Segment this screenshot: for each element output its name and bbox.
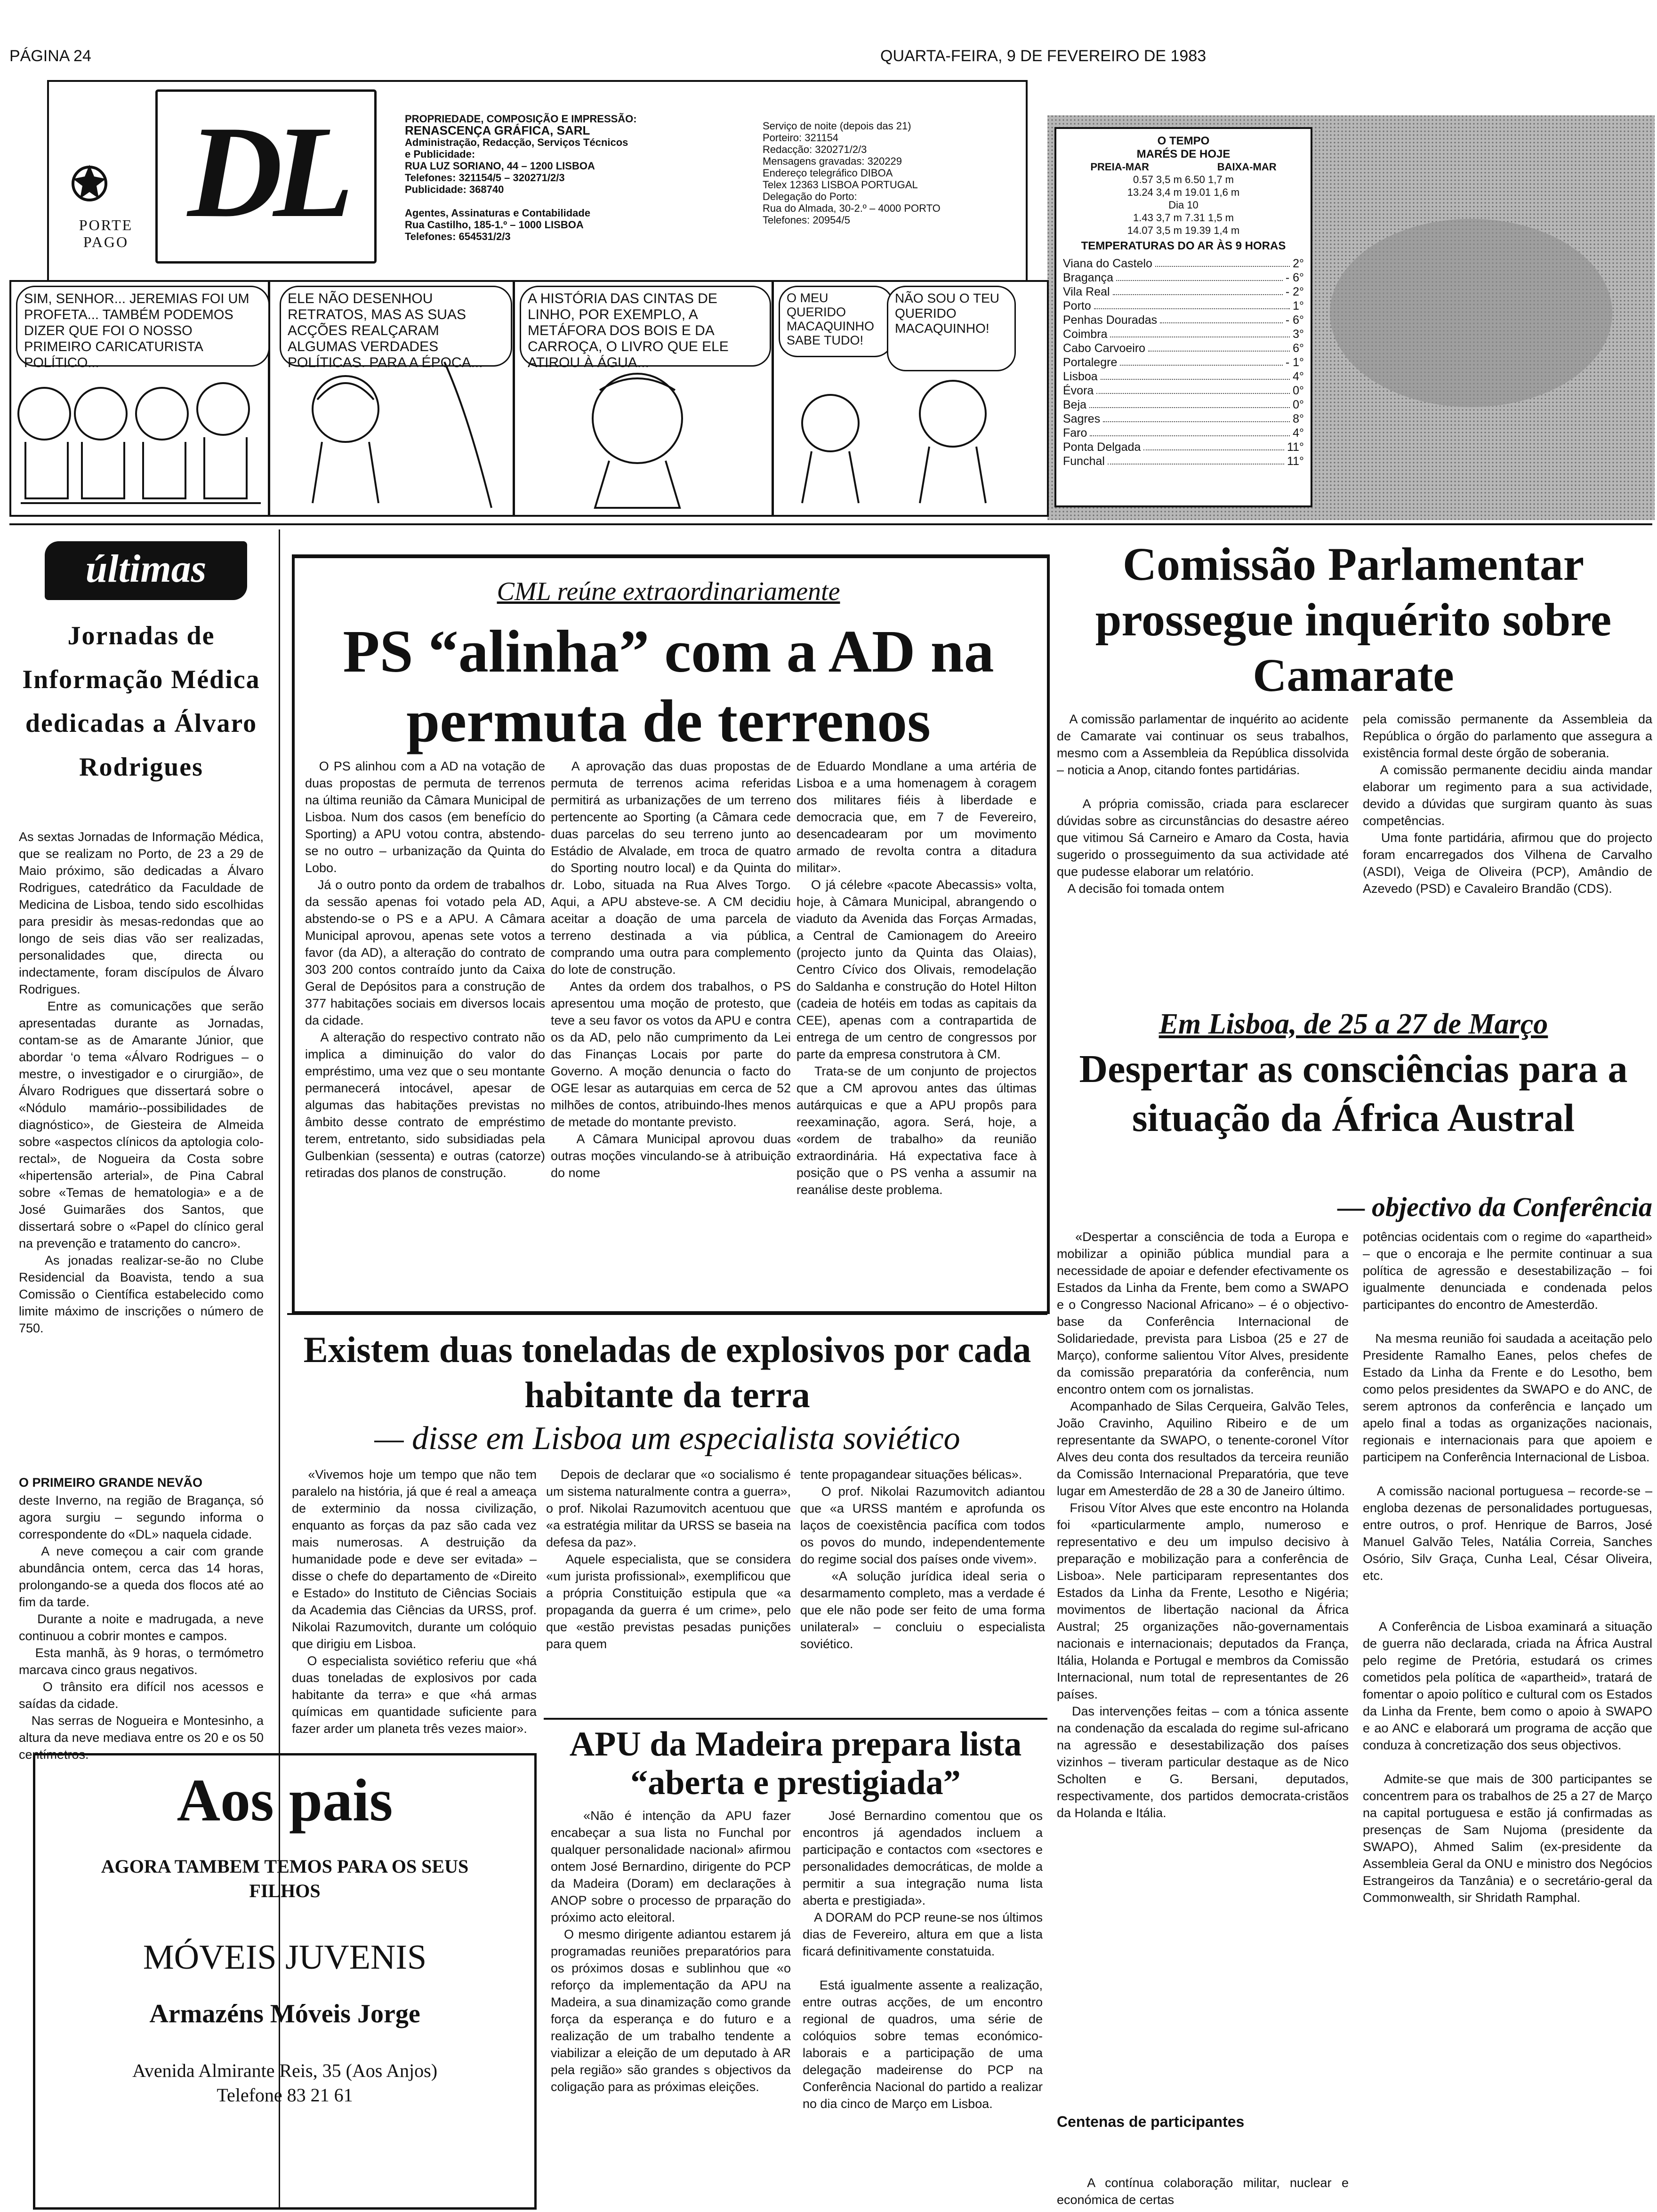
city-name: Penhas Douradas bbox=[1063, 313, 1158, 327]
dot-leader bbox=[1148, 341, 1290, 352]
comic-panel-3 bbox=[513, 280, 773, 517]
comissao-col-2: pela comissão permanente da Assembleia da República o órgão do parlamento que assegura a existência formal deste órgão de soberania. A comissão permanente decidiu ainda mandar elaborar um regimento para a sua actividade, devido a dúvidas que surgiram quanto às suas competências. Uma fonte partidária, afirmou que do projecto foram encarregados dos Vilhena de Carvalho (ASDI), Veiga de Oliveira (PCP), Amândio de Azevedo (PSD) e Cavaleiro Brandão (CDS). bbox=[1363, 712, 1652, 896]
tides-head bbox=[1056, 161, 1311, 173]
apu-headline: APU da Madeira prepara lista “aberta e prestigiada” bbox=[569, 1725, 1022, 1802]
service-line: Delegação do Porto: bbox=[763, 191, 857, 202]
africa-kicker: Em Lisboa, de 25 a 27 de Março bbox=[1158, 1008, 1548, 1040]
cml-kicker: CML reúne extraordinariamente bbox=[497, 577, 840, 606]
dot-leader bbox=[1103, 412, 1290, 422]
city-name: Viana do Castelo bbox=[1063, 257, 1152, 270]
africa-col-1: «Despertar a consciência de toda a Europa e mobilizar a opinião pública mundial para a necessidade de apoiar e defender efectivamente os Estados da Linha da Frente, bem como a SWAPO e o Congresso Nacional Africano» – é o objectivo-base da Conferência Internacional de Solidariedade, prevista para Lisboa (25 e 27 de Março), conforme salientou Vítor Alves, presidente da comissão preparatória da conferência, num encontro ontem com os jornalistas. Acompanhado de Silas Cerqueira, Galvão Teles, João Cravinho, Aquilino Ribeiro e de um representante da SWAPO, o tenente-coronel Vítor Alves deu conta dos resultados da terceira reunião da Comissão Internacional Preparatória, que teve lugar em Amesterdão de 28 a 30 de Janeiro último. Frisou Vítor Alves que este encontro na Holanda foi «particularmente amplo, numeroso e representativo e deu um impulso decisivo à preparação e mobilização para a conferência de Lisboa». Nele participaram representantes dos Estados da Linha da Frente, Lesotho e Nigéria; movimentos de libertação nacional da África Austral; 25 organizações não-governamentais nacionais e internacionais; deputados da França, Itália, Holanda e Portugal e membros da Comissão Internacional, num total de representantes de 26 países. Das intervenções feitas – com a tónica assente na condenação da escalada do regime sul-africano na agressão e desestabilização dos países vizinhos – tiveram particular destaque as de Nico Scholten e G. Bersani, deputados, respectivamente, dos partidos democrata-cristãos da Holanda e Itália. bbox=[1057, 1230, 1349, 1820]
city-temperature: - 2° bbox=[1285, 285, 1304, 298]
temperature-row bbox=[1063, 271, 1304, 285]
cml-headline: PS “alinha” com a AD na permuta de terrenos bbox=[343, 618, 994, 754]
cml-col-3: de Eduardo Mondlane a uma artéria de Lisboa e a uma homenagem à coragem dos militares fiéis à liberdade e democracia que, em 7 de Fevereiro, desencadearam por um movimento armado de revolta contra a ditadura militar». O já célebre «pacote Abecassis» volta, hoje, à Câmara Municipal, abrangendo o viaduto da Avenida das Forças Armadas, a Central de Camionagem do Areeiro (projecto junto da Quinta das Olaias), Centro Cívico dos Olivais, remodelação do Saldanha e construção do Hotel Hilton (cadeia de hotéis em todas as capitais da CEE), apenas com a contrapartida de entrega de um centro de congressos por parte da empresa construtora à CM. Trata-se de um conjunto de projectos que a CM aprovou antes das últimas autárquicas e que a APU propôs para reexaminação, agora. Será, hoje, a «ordem de trabalho» da reunião extraordinária. Há expectativa face à posição que o PS venha a assumir na reanálise deste problema. bbox=[796, 759, 1037, 1197]
city-temperature: 11° bbox=[1287, 455, 1304, 468]
city-name: Faro bbox=[1063, 426, 1087, 440]
temperature-row bbox=[1063, 384, 1304, 398]
ad-box bbox=[33, 1753, 537, 2210]
city-name: Coimbra bbox=[1063, 328, 1108, 341]
publisher-line bbox=[405, 195, 706, 207]
centenas-title: Centenas de participantes bbox=[1057, 2113, 1245, 2130]
publisher-line: PROPRIEDADE, COMPOSIÇÃO E IMPRESSÃO: bbox=[405, 113, 637, 125]
dot-leader bbox=[1116, 271, 1283, 281]
city-temperature: 8° bbox=[1293, 412, 1304, 425]
dot-leader bbox=[1096, 384, 1290, 394]
service-line: Endereço telegráfico DIBOA bbox=[763, 167, 893, 179]
tide-row: 0.57 3,5 m 6.50 1,7 m bbox=[1133, 174, 1234, 185]
ultimas-body: As sextas Jornadas de Informação Médica, que se realizam no Porto, de 23 a 29 de Maio próximo, são dedicadas a Álvaro Rodrigues, catedrático da Faculdade de Medicina de Lisboa, tendo sido escolhidas para presidir às mesas-redondas que ao longo de seis dias vão ser realizadas, personalidades que, directa ou indectamente, foram discípulos de Álvaro Rodrigues. Entre as comunicações que serão apresentadas durante as Jornadas, contam-se as de Amarante Júnior, que abordar ‘o tema «Álvaro Rodrigues – o mestre, o investigador e o cirurgião», de Álvaro Rodrigues que dissertará sobre o «Nódulo mamário--possibilidades de diagnóstico», de Giesteira de Almeida sobre «aspectos clínicos da aptologia colo-rectal», de Nogueira da Costa sobre «hipertensão arterial», de Pina Cabral sobre «Temas de hematologia» e a de José Guimarães dos Santos, que dissertará sobre o «Papel do clínico geral na prevenção e tratamento do cancro». As jonadas realizar-se-ão no Clube Residencial da Boavista, tendo a sua Comissão o Científica estabelecido como limite máximo de inscrições o número de 750. bbox=[19, 830, 264, 1335]
africa-col-2: potências ocidentais com o regime do «apartheid» – que o encoraja e lhe permite continuar a sua política de agressão e desestabilização – foi igualmente denunciada e condenada pelos participantes do encontro de Amesterdão. Na mesma reunião foi saudada a aceitação pelo Presidente Ramalho Eanes, pelos chefes de Estado da Linha da Frente e do Lesotho, bem como pelos presidentes da SWAPO e do ANC, de serem aptronos da conferência e lançado um apelo final a todas as organizações nacionais, regionais e internacionais para que apoiem e participem na Conferência Internacional de Lisboa. A comissão nacional portuguesa – recorde-se – engloba dezenas de personalidades portuguesas, entre outros, o prof. Henrique de Barros, José Manuel Galvão Teles, Natália Correia, Sanches Osório, Silv Graça, Cunha Leal, César Oliveira, etc. A Conferência de Lisboa examinará a situação de guerra não declarada, criada na África Austral pelo regime de Pretória, estudará os crimes cometidos pela política de «apartheid», tratará de fomentar o apoio político e cultural com os Estados da Linha da Frente, bem como o apoio à SWAPO e ao ANC e elaborará um programa de acção que conduza à concretização dos seus objectivos. Admite-se que mais de 300 participantes se concentrem para os trabalhos de 25 a 27 de Março na capital portuguesa e estão já confirmadas as presenças de Sam Nujoma (presidente da SWAPO), Ahmed Salim (ex-presidente da Assembleia Geral da ONU e ministro dos Negócios Estrangeiros da Tanzânia) e o secretário-geral da Commonwealth, sir Shridath Ramphal. bbox=[1363, 1230, 1652, 1905]
weather-box bbox=[1054, 127, 1312, 507]
africa-headline: Despertar as consciências para a situação da África Austral bbox=[1079, 1047, 1628, 1140]
city-temperature: 3° bbox=[1293, 328, 1304, 341]
tides-head-low: BAIXA-MAR bbox=[1217, 161, 1277, 173]
temperature-list bbox=[1056, 256, 1311, 468]
city-temperature: 0° bbox=[1293, 384, 1304, 397]
ultimas-headline: Jornadas de Informação Médica dedicadas a Álvaro Rodrigues bbox=[22, 621, 260, 782]
publisher-line: e Publicidade: bbox=[405, 148, 475, 160]
ad-line-2: MÓVEIS JUVENIS bbox=[143, 1938, 427, 1977]
ad-title: Aos pais bbox=[177, 1767, 393, 1834]
apu-col-1: «Não é intenção da APU fazer encabeçar a sua lista no Funchal por qualquer personalidade nacional» afirmou ontem José Bernardino, dirigente do PCP da Madeira (Doram) em declarações à ANOP sobre o processo de prparação do próximo acto eleitoral. O mesmo dirigente adiantou estarem já programadas reuniões preparatórios para os próximos dosas e sublinhou que «o reforço da implementação da APU na Madeira, a sua dinamização como grande força da esperança e do futuro e a realização de um trabalho tendente a viabilizar a eleição de um deputado à AR pela região» são grandes s objectivos da coligação para as próximas eleições. bbox=[551, 1809, 791, 2094]
comic-bubble-2: ELE NÃO DESENHOU RETRATOS, MAS AS SUAS ACÇÕES REALÇARAM ALGUMAS VERDADES POLÍTICAS. PARA A ÉPOCA... bbox=[280, 286, 512, 367]
temperature-row bbox=[1063, 299, 1304, 313]
tides-title: MARÉS DE HOJE bbox=[1136, 148, 1231, 160]
temperature-row bbox=[1063, 313, 1304, 327]
ad-line-1: AGORA TAMBEM TEMOS PARA OS SEUS FILHOS bbox=[101, 1856, 469, 1901]
tides-table bbox=[1056, 173, 1311, 237]
explosivos-subheadline: — disse em Lisboa um especialista soviético bbox=[374, 1420, 960, 1457]
dl-logo: DL bbox=[155, 89, 377, 264]
explosivos-col-3: tente propagandear situações bélicas». O prof. Nikolai Razumovitch adiantou que «a URSS mantém e aprofunda os laços de coexistência pacífica com todos os povos do mundo, independentemente do regime social dos países onde vivem». «A solução jurídica ideal seria o desarmamento completo, mas a verdade é que ele não pode ser feito de uma forma unilateral» – concluiu o especialista soviético. bbox=[800, 1467, 1045, 1651]
comic-strip bbox=[9, 280, 1045, 518]
dot-leader bbox=[1090, 426, 1290, 436]
apu-rule bbox=[544, 1718, 1047, 1720]
dot-leader bbox=[1155, 256, 1290, 267]
africa-subheadline: — objectivo da Conferência bbox=[1337, 1192, 1652, 1222]
cml-col-2: A aprovação das duas propostas de permuta de terrenos acima referidas permitirá as urbanizações de um terreno pertencente ao Sporting (a Câmara cede duas parcelas do seu terreno junto ao Estádio de Alvalade, em troca de quatro do Sporting noutro local) e da Quinta do dr. Lobo, situada na Rua Alves Torgo. Aqui, a APU absteve-se. A CM decidiu aceitar a doação de uma parcela de terreno destinada a via pública, comprando uma outra para complemento do lote de construção. Antes da ordem dos trabalhos, o PS apresentou uma moção de protesto, que teve a seu favor os votos da APU e contra os da AD, pelo não cumprimento da Lei das Finanças Locais por parte do Governo. A moção denuncia o facto do OGE lesar as autarquias em cerca de 52 milhões de contos, atribuindo-lhes menos de metade do montante previsto. A Câmara Municipal aprovou duas outras moções vinculando-se à atribuição do nome bbox=[551, 759, 791, 1180]
city-name: Beja bbox=[1063, 398, 1087, 411]
city-name: Bragança bbox=[1063, 271, 1114, 284]
cml-col-1: O PS alinhou com a AD na votação de duas propostas de permuta de terrenos na última reunião da Câmara Municipal de Lisboa. Num dos casos (em benefício do Sporting) a APU votou contra, abstendo-se no outro – urbanização da Quinta do Lobo. Já o outro ponto da ordem de trabalhos da sessão apenas foi votado pela AD, abstendo-se o PS e a APU. A Câmara Municipal aprovou, apenas sete votos a favor (da AD), a alteração do contrato de 303 200 contos contraído junto da Caixa Geral de Depósitos para a construção de 377 habitações sociais em diversos locais da cidade. A alteração do respectivo contrato não implica a diminuição do valor do empréstimo, uma vez que o seu montante permanecerá intocável, apesar de algumas das habitações previstas no âmbito desse contrato de empréstimo terem, entretanto, sido subsidiadas pela Gulbenkian (sessenta) e outras (catorze) retiradas dos planos de construção. bbox=[305, 759, 545, 1180]
dot-leader bbox=[1143, 440, 1284, 450]
temperature-row bbox=[1063, 256, 1304, 271]
temperature-row bbox=[1063, 412, 1304, 426]
comic-characters-3 bbox=[515, 357, 772, 515]
night-service-info bbox=[763, 120, 1007, 226]
publisher-line: Telefones: 321154/5 – 320271/2/3 bbox=[405, 172, 565, 184]
top-rule bbox=[9, 523, 1652, 525]
tide-row: 13.24 3,4 m 19.01 1,6 m bbox=[1127, 186, 1240, 198]
city-temperature: - 6° bbox=[1285, 271, 1304, 284]
publisher-line: Rua Castilho, 185-1.º – 1000 LISBOA bbox=[405, 219, 584, 231]
service-line: Telefones: 20954/5 bbox=[763, 214, 850, 226]
publisher-line: RUA LUZ SORIANO, 44 – 1200 LISBOA bbox=[405, 160, 595, 172]
city-temperature: 11° bbox=[1287, 441, 1304, 454]
issue-date: QUARTA-FEIRA, 9 DE FEVEREIRO DE 1983 bbox=[880, 47, 1207, 65]
city-name: Ponta Delgada bbox=[1063, 441, 1141, 454]
publisher-line: Telefones: 654531/2/3 bbox=[405, 231, 511, 242]
comic-characters-1 bbox=[11, 357, 268, 515]
comic-bubble-1: SIM, SENHOR... JEREMIAS FOI UM PROFETA... TAMBÉM PODEMOS DIZER QUE FOI O NOSSO PRIMEIRO CARICATURISTA POLÍTICO... bbox=[16, 286, 270, 367]
temperature-row bbox=[1063, 327, 1304, 341]
publisher-line: Administração, Redacção, Serviços Técnicos bbox=[405, 136, 628, 148]
ultimas-banner: últimas bbox=[45, 541, 247, 600]
publisher-line: RENASCENÇA GRÁFICA, SARL bbox=[405, 123, 590, 137]
comic-bubble-3: A HISTÓRIA DAS CINTAS DE LINHO, POR EXEMPLO, A METÁFORA DOS BOIS E DA CARROÇA, O LIVRO QUE ELE ATIROU À ÁGUA... bbox=[520, 286, 771, 367]
city-temperature: - 6° bbox=[1285, 313, 1304, 327]
temperature-row bbox=[1063, 285, 1304, 299]
dot-leader bbox=[1101, 369, 1290, 380]
city-temperature: 1° bbox=[1293, 299, 1304, 313]
temperature-row bbox=[1063, 355, 1304, 369]
dot-leader bbox=[1110, 327, 1290, 337]
city-temperature: 0° bbox=[1293, 398, 1304, 411]
apu-col-2: José Bernardino comentou que os encontros já agendados incluem a participação e contactos com «sectores e personalidades democráticas, de molde a permitir a sua integração numa lista aberta e prestigiada». A DORAM do PCP reune-se nos últimos dias de Fevereiro, altura em que a lista ficará definitivamente constatuida. Está igualmente assente a realização, entre outras acções, de um encontro regional de quadros, uma série de colóquios sobre temas económico-laborais e a participação de uma delegação madeirense do PCP na Conferência Nacional do partido a realizar no dia cinco de Março em Lisboa. bbox=[803, 1809, 1043, 2111]
comic-bubble-4a: O MEU QUERIDO MACAQUINHO SABE TUDO! bbox=[779, 286, 893, 357]
dot-leader bbox=[1120, 355, 1282, 366]
service-line: Telex 12363 LISBOA PORTUGAL bbox=[763, 179, 918, 191]
neve-body: deste Inverno, na região de Bragança, só agora surgiu – segundo informa o correspondente do «DL» naquela cidade. A neve começou a cair com grande abundância ontem, cerca das 14 horas, prolongando-se a queda dos flocos até ao fim da tarde. Durante a noite e madrugada, a neve continuou a cobrir montes e campos. Esta manhã, às 9 horas, o termómetro marcava cinco graus negativos. O trânsito era difícil nos acessos e saídas da cidade. Nas serras de Nogueira e Montesinho, a altura da neve mediava entre os 20 e os 50 centímetros. bbox=[19, 1493, 264, 1762]
explosivos-headline: Existem duas toneladas de explosivos por cada habitante da terra bbox=[303, 1329, 1031, 1415]
explosivos-col-2: Depois de declarar que «o socialismo é um sistema naturalmente contra a guerra», o prof. Nikolai Razumovitch acentuou que «a estratégia militar da URSS se baseia na defesa da paz». Aquele especialista, que se considera «um jurista profissional», exemplificou que a própria Constituição estipula que «a propaganda da guerra é um crime», pelo que «estão previstas pesadas punições para quem bbox=[546, 1467, 791, 1651]
ad-line-4: Avenida Almirante Reis, 35 (Aos Anjos) bbox=[132, 2060, 438, 2081]
city-name: Vila Real bbox=[1063, 285, 1110, 298]
comic-panel-1 bbox=[9, 280, 270, 517]
comissao-col-1: A comissão parlamentar de inquérito ao acidente de Camarate vai continuar os seus trabalhos, mesmo com a Assembleia da República dissolvida – noticia a Anop, citando fontes partidárias. A própria comissão, criada para esclarecer dúvidas sobre as circunstâncias do desastre aéreo que vitimou Sá Carneiro e Amaro da Costa, havia sugerido o prosseguimento da sua actividade até que pudesse elaborar um relatório. A decisão foi tomada ontem bbox=[1057, 712, 1349, 896]
publisher-line: Publicidade: 368740 bbox=[405, 184, 504, 195]
city-name: Lisboa bbox=[1063, 370, 1098, 383]
city-temperature: 4° bbox=[1293, 370, 1304, 383]
temperature-row bbox=[1063, 426, 1304, 440]
service-line: Porteiro: 321154 bbox=[763, 132, 839, 144]
city-temperature: 4° bbox=[1293, 426, 1304, 440]
service-line: Mensagens gravadas: 320229 bbox=[763, 155, 902, 167]
explosivos-col-1: «Vivemos hoje um tempo que não tem paralelo na história, já que é real a ameaça de exterminio da nossa civilização, enquanto as forças da paz são cada vez mais numerosas. A destruição da humanidade pode e deve ser evitada» – disse o chefe do departamento de «Direito e Estado» do Instituto de Ciências Sociais da Academia das Ciências da URSS, prof. Nikolai Razumovitch, durante um colóquio que dirigiu em Lisboa. O especialista soviético referiu que «há duas toneladas de explosivos por cada habitante da terra» e que «há armas químicas em quantidade suficiente para fazer arder um planeta três vezes maior». bbox=[292, 1467, 537, 1736]
dot-leader bbox=[1094, 299, 1290, 309]
temperature-row bbox=[1063, 454, 1304, 468]
publisher-line: Agentes, Assinaturas e Contabilidade bbox=[405, 207, 591, 219]
dot-leader bbox=[1160, 313, 1283, 323]
temperature-row bbox=[1063, 440, 1304, 454]
weather-title: O TEMPO bbox=[1157, 135, 1210, 147]
comic-panel-2 bbox=[268, 280, 515, 517]
temperature-title: TEMPERATURAS DO AR ÀS 9 HORAS bbox=[1081, 240, 1286, 252]
ad-line-5: Telefone 83 21 61 bbox=[217, 2084, 353, 2106]
tides-head-high: PREIA-MAR bbox=[1090, 161, 1150, 173]
tide-row: 14.07 3,5 m 19.39 1,4 m bbox=[1127, 224, 1240, 236]
ad-line-3: Armazéns Móveis Jorge bbox=[149, 1999, 420, 2028]
city-name: Funchal bbox=[1063, 455, 1105, 468]
temperature-row bbox=[1063, 398, 1304, 412]
city-temperature: 2° bbox=[1293, 257, 1304, 270]
explosivos-rule bbox=[287, 1313, 1047, 1315]
city-temperature: - 1° bbox=[1285, 356, 1304, 369]
city-temperature: 6° bbox=[1293, 342, 1304, 355]
comic-characters-2 bbox=[270, 357, 513, 515]
comic-characters-4 bbox=[774, 362, 1047, 515]
dot-leader bbox=[1089, 398, 1290, 408]
city-name: Portalegre bbox=[1063, 356, 1118, 369]
dot-leader bbox=[1108, 454, 1284, 465]
city-name: Évora bbox=[1063, 384, 1094, 397]
temperature-row bbox=[1063, 369, 1304, 384]
centenas-body: A contínua colaboração militar, nuclear e económica de certas bbox=[1057, 2176, 1352, 2207]
neve-title: O PRIMEIRO GRANDE NEVÃO bbox=[19, 1475, 203, 1490]
porte-pago-text: PORTE PAGO bbox=[79, 216, 133, 250]
temperature-row bbox=[1063, 341, 1304, 355]
city-name: Porto bbox=[1063, 299, 1091, 313]
tide-row: 1.43 3,7 m 7.31 1,5 m bbox=[1133, 212, 1234, 224]
city-name: Cabo Carvoeiro bbox=[1063, 342, 1146, 355]
tide-row: Dia 10 bbox=[1168, 199, 1199, 211]
porte-pago-stamp bbox=[12, 80, 134, 268]
service-line: Serviço de noite (depois das 21) bbox=[763, 120, 911, 132]
service-line: Rua do Almada, 30-2.º – 4000 PORTO bbox=[763, 202, 941, 214]
comic-panel-4 bbox=[772, 280, 1049, 517]
service-line: Redacção: 320271/2/3 bbox=[763, 144, 867, 155]
page-number: PÁGINA 24 bbox=[9, 47, 91, 65]
comissao-headline: Comissão Parlamentar prossegue inquérito sobre Camarate bbox=[1095, 538, 1612, 701]
comic-bubble-4b: NÃO SOU O TEU QUERIDO MACAQUINHO! bbox=[887, 286, 1016, 371]
dot-leader bbox=[1113, 285, 1283, 295]
city-name: Sagres bbox=[1063, 412, 1101, 425]
publisher-info bbox=[405, 113, 706, 242]
